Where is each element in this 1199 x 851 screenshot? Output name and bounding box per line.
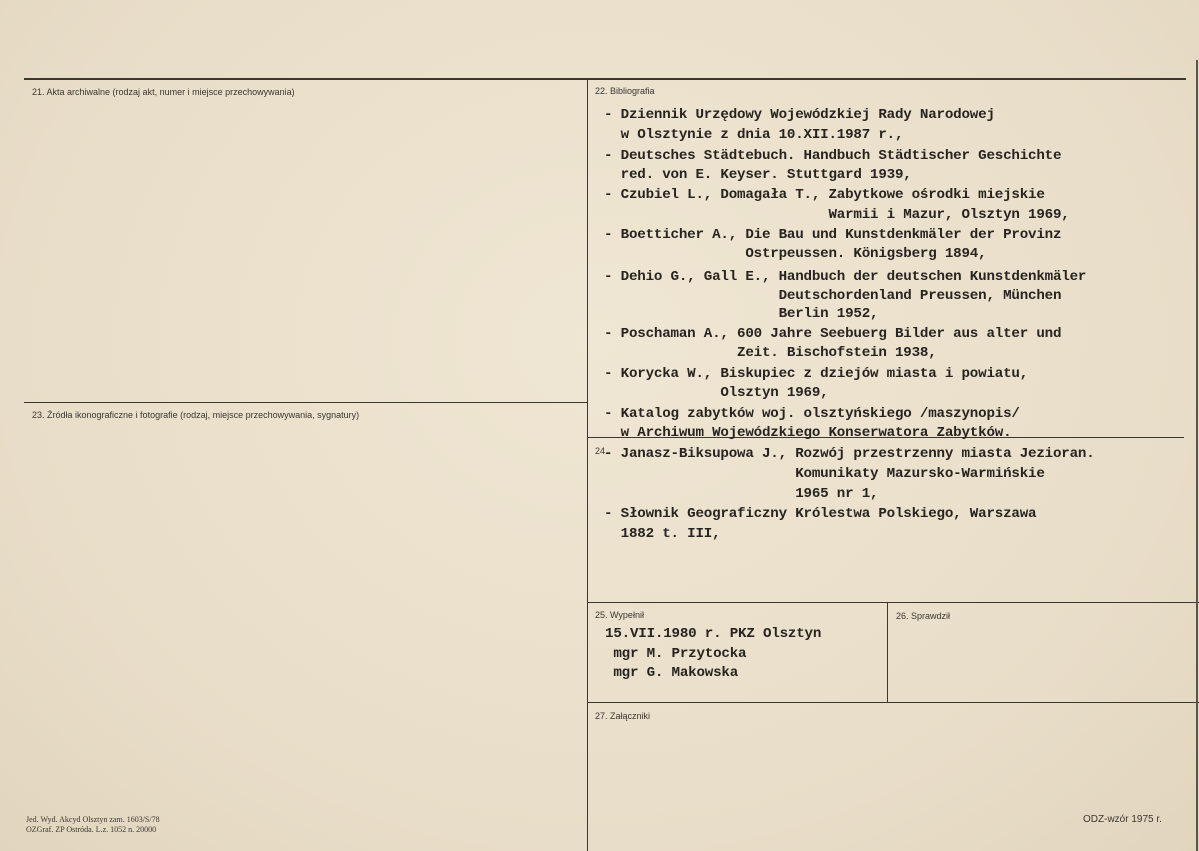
bibliography-line: Warmii i Mazur, Olsztyn 1969, xyxy=(604,207,1070,223)
field-24-line: - Słownik Geograficzny Królestwa Polskiego, Warszawa xyxy=(604,506,1037,522)
bibliography-line: - Poschaman A., 600 Jahre Seebuerg Bilder aus alter und xyxy=(604,326,1062,342)
right-h-divider-25 xyxy=(588,602,1199,603)
field-25-line: mgr G. Makowska xyxy=(605,665,739,681)
form-code: ODZ-wzór 1975 r. xyxy=(1083,814,1162,825)
field-24-line: - Janasz-Biksupowa J., Rozwój przestrzenny miasta Jezioran. xyxy=(604,446,1095,462)
bibliography-line: w Olsztynie z dnia 10.XII.1987 r., xyxy=(604,127,904,143)
bibliography-line: - Boetticher A., Die Bau und Kunstdenkmäler der Provinz xyxy=(604,227,1062,243)
bibliography-line: Deutschordenland Preussen, München xyxy=(604,288,1062,304)
field-25-line: mgr M. Przytocka xyxy=(605,646,747,662)
bibliography-line: - Dziennik Urzędowy Wojewódzkiej Rady Narodowej xyxy=(604,107,995,123)
bibliography-line: - Deutsches Städtebuch. Handbuch Städtischer Geschichte xyxy=(604,148,1062,164)
bibliography-line: Zeit. Bischofstein 1938, xyxy=(604,345,937,361)
left-h-divider xyxy=(24,402,587,403)
field-24-line: 1882 t. III, xyxy=(604,526,721,542)
field-22-label: 22. Bibliografia xyxy=(595,86,655,96)
field-25-line: 15.VII.1980 r. PKZ Olsztyn xyxy=(605,626,822,642)
vertical-divider xyxy=(587,79,588,851)
field-26-label: 26. Sprawdził xyxy=(896,611,951,621)
field-24-line: 1965 nr 1, xyxy=(604,486,879,502)
right-h-divider-27 xyxy=(588,702,1199,703)
top-rule xyxy=(24,78,1186,80)
bibliography-line: - Dehio G., Gall E., Handbuch der deutschen Kunstdenkmäler xyxy=(604,269,1087,285)
bibliography-line: Berlin 1952, xyxy=(604,306,879,322)
field-23-label: 23. Źródła ikonograficzne i fotografie (rodzaj, miejsce przechowywania, sygnatury) xyxy=(32,410,360,420)
bibliography-line: Ostrpeussen. Königsberg 1894, xyxy=(604,246,987,262)
right-edge xyxy=(1196,60,1198,851)
bibliography-line: - Korycka W., Biskupiec z dziejów miasta i powiatu, xyxy=(604,366,1029,382)
field-21-label: 21. Akta archiwalne (rodzaj akt, numer i miejsce przechowywania) xyxy=(32,87,295,97)
field-24-line: Komunikaty Mazursko-Warmińskie xyxy=(604,466,1045,482)
field-25-label: 25. Wypełnił xyxy=(595,610,644,620)
print-info-line-2: OZGraf. ZP Ostróda. L.z. 1052 n. 20000 xyxy=(26,825,157,834)
field-24-label: 24. xyxy=(595,446,608,456)
print-info-line-1: Jed. Wyd. Akcyd Olsztyn zam. 1603/S/78 xyxy=(26,815,160,824)
vertical-divider-26 xyxy=(887,603,888,703)
bibliography-line: Olsztyn 1969, xyxy=(604,385,829,401)
bibliography-line: w Archiwum Wojewódzkiego Konserwatora Zabytków. xyxy=(604,425,1012,441)
bibliography-line: red. von E. Keyser. Stuttgard 1939, xyxy=(604,167,912,183)
bibliography-line: - Czubiel L., Domagała T., Zabytkowe ośrodki miejskie xyxy=(604,187,1045,203)
field-27-label: 27. Załączniki xyxy=(595,711,651,721)
bibliography-line: - Katalog zabytków woj. olsztyńskiego /maszynopis/ xyxy=(604,406,1020,422)
